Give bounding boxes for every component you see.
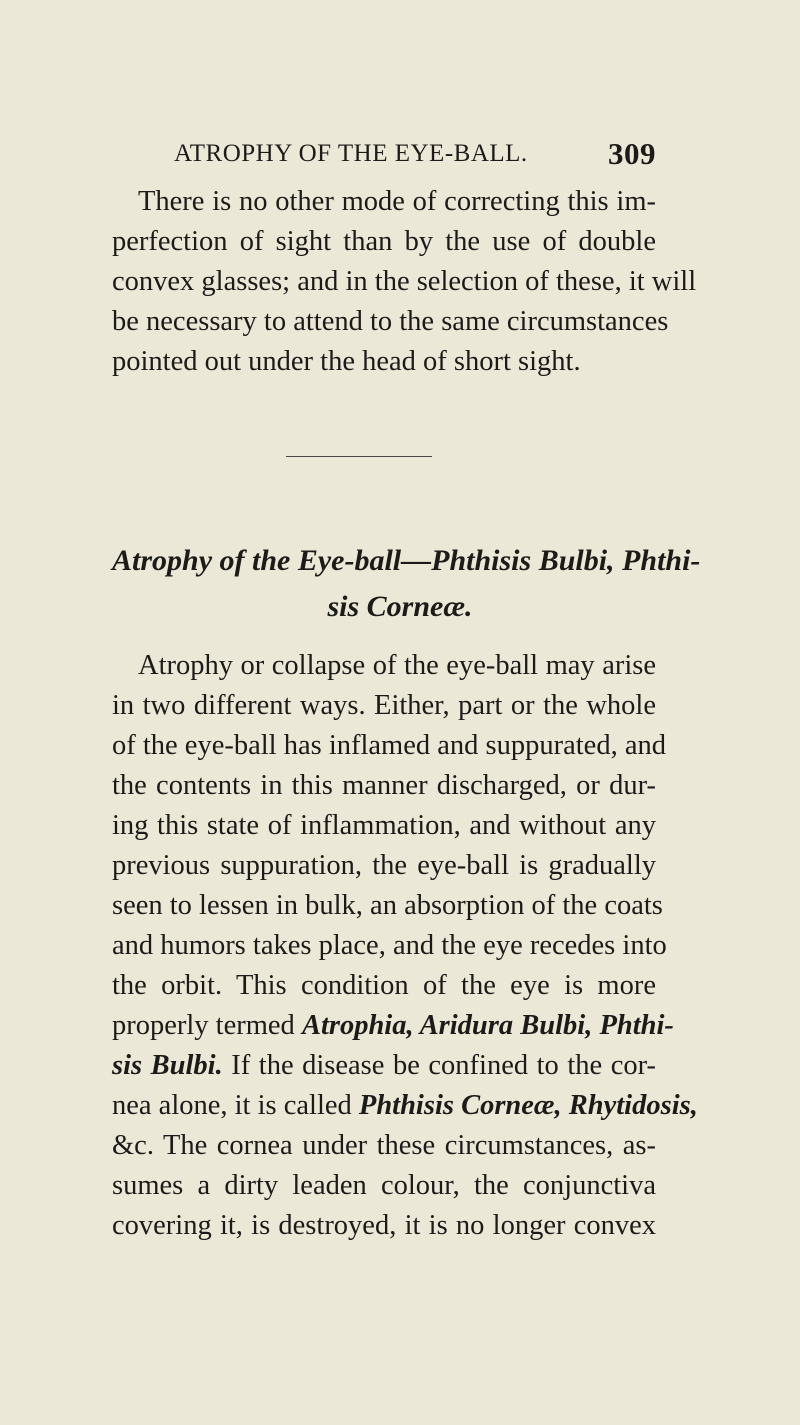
text-line: pointed out under the head of short sight. [112,346,581,377]
text-line: perfection of sight than by the use of double [112,226,656,257]
text-line: There is no other mode of correcting this im- [138,186,656,217]
text-run: properly termed [112,1010,302,1041]
italic-term: sis Bulbi. [112,1050,223,1081]
text-line: previous suppuration, the eye-ball is gradually [112,850,656,881]
text-line: ing this state of inflammation, and without any [112,810,656,841]
italic-term: Phthisis Corneæ, Rhytidosis, [358,1090,698,1121]
italic-term: Atrophia, Aridura Bulbi, Phthi- [301,1010,674,1041]
section-heading-line-1: Atrophy of the Eye-ball—Phthisis Bulbi, Phthi- [112,544,701,577]
text-line: and humors takes place, and the eye recedes into [112,930,667,961]
text-line: the orbit. This condition of the eye is more [112,970,656,1001]
section-divider [286,456,432,457]
text-line: Atrophy or collapse of the eye-ball may arise [138,650,656,681]
text-line [112,1010,674,1041]
page-number: 309 [608,136,656,171]
running-head-title: ATROPHY OF THE EYE-BALL. [174,140,528,167]
section-heading-line-2: sis Corneæ. [327,590,473,623]
text-line: in two different ways. Either, part or the whole [112,690,656,721]
text-line: covering it, is destroyed, it is no longer convex [112,1210,656,1241]
text-line [112,1052,656,1081]
text-line: the contents in this manner discharged, or dur- [112,770,656,801]
text-run: If the disease be confined to the cor- [222,1050,656,1081]
text-line [112,1090,698,1121]
text-line: sumes a dirty leaden colour, the conjunctiva [112,1170,656,1201]
text-run: nea alone, it is called [112,1090,359,1121]
text-line: &c. The cornea under these circumstances, as- [112,1130,656,1161]
text-line: be necessary to attend to the same circumstances [112,306,669,337]
text-line: seen to lessen in bulk, an absorption of the coats [112,890,663,921]
text-line: convex glasses; and in the selection of these, it will [112,266,697,297]
text-line: of the eye-ball has inflamed and suppurated, and [112,730,666,761]
